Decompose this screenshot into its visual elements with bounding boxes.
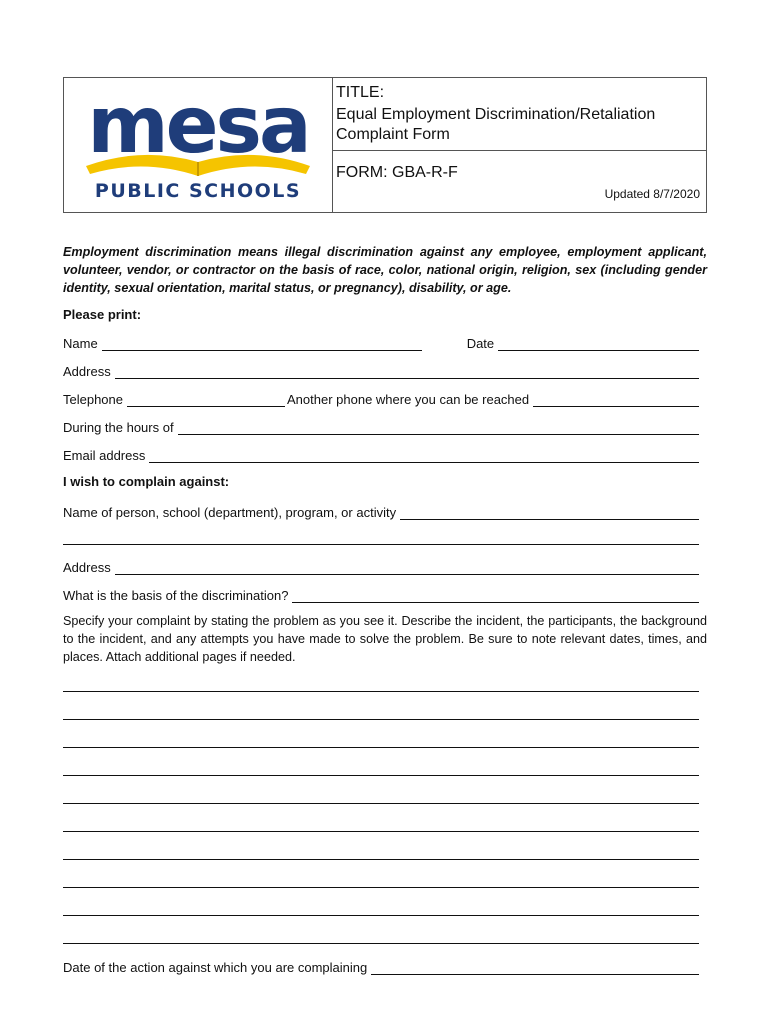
logo-subtitle: PUBLIC SCHOOLS <box>94 180 302 202</box>
complaint-line[interactable] <box>63 915 699 916</box>
complaint-line[interactable] <box>63 943 699 944</box>
date-of-action-label: Date of the action against which you are complaining <box>63 960 368 975</box>
email-row <box>63 445 699 463</box>
person-row <box>63 502 699 520</box>
basis-label: What is the basis of the discrimination? <box>63 588 289 603</box>
telephone-field[interactable] <box>127 392 285 407</box>
hours-field[interactable] <box>178 420 699 435</box>
title-cell <box>332 78 706 151</box>
address-label: Address <box>63 364 111 379</box>
mesa-wordmark: mesa <box>87 86 309 171</box>
header-table <box>63 77 707 213</box>
person-field-continued[interactable] <box>63 544 699 545</box>
address-row <box>63 361 699 379</box>
date-field[interactable] <box>498 336 699 351</box>
complain-against-label: I wish to complain against: <box>63 474 230 489</box>
telephone-row <box>63 389 699 407</box>
complaint-line[interactable] <box>63 691 699 692</box>
name-label: Name <box>63 336 98 351</box>
another-phone-field[interactable] <box>533 392 699 407</box>
person-label: Name of person, school (department), program, or activity <box>63 505 397 520</box>
form-code: FORM: GBA-R-F <box>336 164 458 181</box>
email-field[interactable] <box>149 448 699 463</box>
hours-row <box>63 417 699 435</box>
complaint-line[interactable] <box>63 859 699 860</box>
basis-row <box>63 585 699 603</box>
form-code-cell <box>332 150 706 212</box>
date-label: Date <box>466 336 495 351</box>
name-date-row <box>63 333 699 351</box>
against-address-label: Address <box>63 560 111 575</box>
hours-label: During the hours of <box>63 420 174 435</box>
updated-date: Updated 8/7/2020 <box>604 187 700 201</box>
email-label: Email address <box>63 448 146 463</box>
specify-instructions: Specify your complaint by stating the problem as you see it. Describe the incident, the participants, the background to the incident, and any attempts you have made to solve the problem. Be sure to note relevant dates, times, and places. Attach additional pages if needed. <box>63 614 707 664</box>
complaint-line[interactable] <box>63 719 699 720</box>
telephone-label: Telephone <box>63 392 123 407</box>
form-title: Equal Employment Discrimination/Retaliation Complaint Form <box>336 106 656 143</box>
basis-field[interactable] <box>292 588 699 603</box>
against-address-field[interactable] <box>115 560 699 575</box>
address-field[interactable] <box>115 364 699 379</box>
logo-cell <box>64 78 333 212</box>
complaint-line[interactable] <box>63 775 699 776</box>
please-print-label: Please print: <box>63 307 142 322</box>
another-phone-label: Another phone where you can be reached <box>287 392 530 407</box>
person-field[interactable] <box>400 505 699 520</box>
intro-paragraph: Employment discrimination means illegal discrimination against any employee, employment applicant, volunteer, vendor, or contractor on the basis of race, color, national origin, religion, sex (including gender identity, sexual orientation, marital status, or pregnancy), disability, or age. <box>63 245 707 295</box>
complaint-line[interactable] <box>63 803 699 804</box>
complaint-line[interactable] <box>63 887 699 888</box>
name-field[interactable] <box>102 336 422 351</box>
date-of-action-field[interactable] <box>371 960 699 975</box>
date-of-action-row <box>63 957 699 975</box>
against-address-row <box>63 557 699 575</box>
title-label: TITLE: <box>336 84 385 101</box>
complaint-line[interactable] <box>63 747 699 748</box>
mesa-logo-mark <box>82 86 314 182</box>
complaint-line[interactable] <box>63 831 699 832</box>
